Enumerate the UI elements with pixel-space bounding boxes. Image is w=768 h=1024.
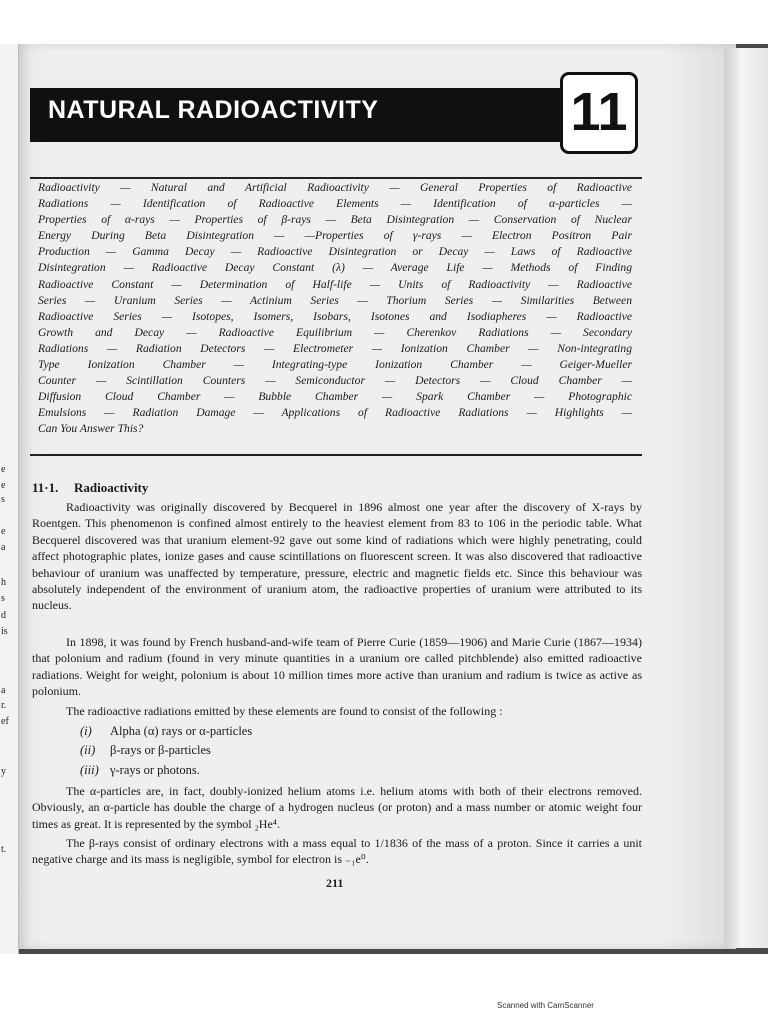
gutter-letter: d: [1, 610, 6, 621]
paragraph-beta: The β-rays consist of ordinary electrons with a mass equal to 1/1836 of the mass of a proton. Since it carries a unit negative charge and its mass is negligible, symbol for electron is ₋₁e⁰.: [32, 836, 642, 867]
gutter-letter: ef: [1, 716, 9, 727]
contents-line: Radioactivity — Natural and Artificial Radioactivity — General Properties of Radioactive: [38, 181, 632, 194]
gutter-letter: e: [1, 480, 6, 491]
gutter-letter: t.: [1, 844, 7, 855]
gutter-letter: a: [1, 542, 6, 553]
contents-line: Growth and Decay — Radioactive Equilibrium — Cherenkov Radiations — Secondary: [38, 325, 632, 339]
gutter-letter: a: [1, 685, 6, 696]
gutter-letter: is: [1, 626, 8, 637]
scanner-watermark: Scanned with CamScanner: [497, 1001, 594, 1010]
contents-line: Energy During Beta Disintegration — —Properties of γ-rays — Electron Positron Pair: [38, 229, 632, 243]
chapter-number-box: [560, 72, 638, 154]
paragraph-discovery: Radioactivity was originally discovered by Becquerel in 1896 almost one year after the discovery of X-rays by Roentgen. This phenomenon is confined almost entirely to the heaviest element from 83 to 106 in the periodic table. What Becquerel discovered was that uranium element-92 gave out some kind of radiations which were highly penetrating, could affect photographic plates, ionize gases and cause scintillations on fluorescent screen. It was also discovered that radioactive behaviour of uranium was unaffected by temperature, pressure, electric and magnetic fields etc. Since this behaviour was absolutely independent of the environment of uranium atom, the radioactive properties of uranium were attributed to its nucleus.: [32, 500, 642, 613]
contents-line: Production — Gamma Decay — Radioactive Disintegration or Decay — Laws of Radioactive: [38, 245, 632, 259]
contents-line: Radioactive Constant — Determination of Half-life — Units of Radioactivity — Radioactive: [38, 277, 632, 291]
section-heading: [32, 480, 148, 496]
contents-line: Series — Uranium Series — Actinium Series — Thorium Series — Similarities Between: [38, 293, 632, 307]
contents-line: Emulsions — Radiation Damage — Applications of Radioactive Radiations — Highlights —: [38, 406, 632, 420]
section-title: Radioactivity: [74, 480, 149, 495]
page-number: 211: [326, 876, 344, 890]
chapter-number: 11: [570, 82, 628, 142]
contents-line: Radiations — Radiation Detectors — Electrometer — Ionization Chamber — Non-integrating: [38, 341, 632, 355]
gutter-letter: e: [1, 464, 6, 475]
contents-line: Diffusion Cloud Chamber — Bubble Chamber — Spark Chamber — Photographic: [38, 390, 632, 404]
list-text: β-rays or β-particles: [110, 743, 211, 757]
chapter-contents: [38, 180, 632, 438]
contents-line: Disintegration — Radioactive Decay Constant (λ) — Average Life — Methods of Finding: [38, 261, 632, 275]
contents-line: Properties of α-rays — Properties of β-rays — Beta Disintegration — Conservation of Nuclear: [38, 213, 632, 227]
contents-line: Radiations — Identification of Radioactive Elements — Identification of α-particles —: [38, 197, 632, 211]
gutter-letter: s: [1, 494, 5, 505]
gutter-letter: r.: [1, 700, 7, 711]
list-item: [80, 724, 252, 739]
contents-line: Counter — Scintillation Counters — Semiconductor — Detectors — Cloud Chamber —: [38, 374, 632, 388]
contents-line: Type Ionization Chamber — Integrating-type Ionization Chamber — Geiger-Mueller: [38, 358, 632, 372]
paragraph-alpha: The α-particles are, in fact, doubly-ionized helium atoms i.e. helium atoms with both of their electrons removed. Obviously, an α-particle has double the charge of a hydrogen nucleus (or proton) and a mass number or atomic weight four times as great. It is represented by the symbol ₂He⁴.: [32, 784, 642, 831]
chapter-title: NATURAL RADIOACTIVITY: [48, 96, 379, 124]
list-marker: (iii): [80, 763, 99, 777]
gutter-letter: h: [1, 577, 6, 588]
paragraph-radiations-intro: The radioactive radiations emitted by these elements are found to consist of the following :: [66, 704, 503, 718]
contents-line: Radioactive Series — Isotopes, Isomers, Isobars, Isotones and Isodiapheres — Radioactive: [38, 309, 632, 323]
list-text: Alpha (α) rays or α-particles: [110, 724, 253, 738]
list-item: [80, 763, 200, 778]
list-text: γ-rays or photons.: [110, 763, 200, 777]
contents-top-rule: [30, 177, 642, 179]
section-number: 11·1.: [32, 480, 59, 495]
paragraph-curie: In 1898, it was found by French husband-and-wife team of Pierre Curie (1859—1906) and Marie Curie (1867—1934) that polonium and radium (found in very minute quantities in a uranium ore called pitchblende) also emitted radioactive radiations. Weight for weight, polonium is about 10 million times more active than uranium and radium is twice as active as polonium.: [32, 635, 642, 699]
list-marker: (i): [80, 724, 92, 738]
previous-page-edge: [0, 44, 19, 954]
gutter-letter: s: [1, 593, 5, 604]
list-marker: (ii): [80, 743, 96, 757]
contents-line: Can You Answer This?: [38, 422, 144, 436]
list-item: [80, 743, 211, 758]
contents-bottom-rule: [30, 454, 642, 456]
gutter-letter: e: [1, 526, 6, 537]
gutter-letter: y: [1, 766, 6, 777]
page-fold: [724, 48, 768, 948]
